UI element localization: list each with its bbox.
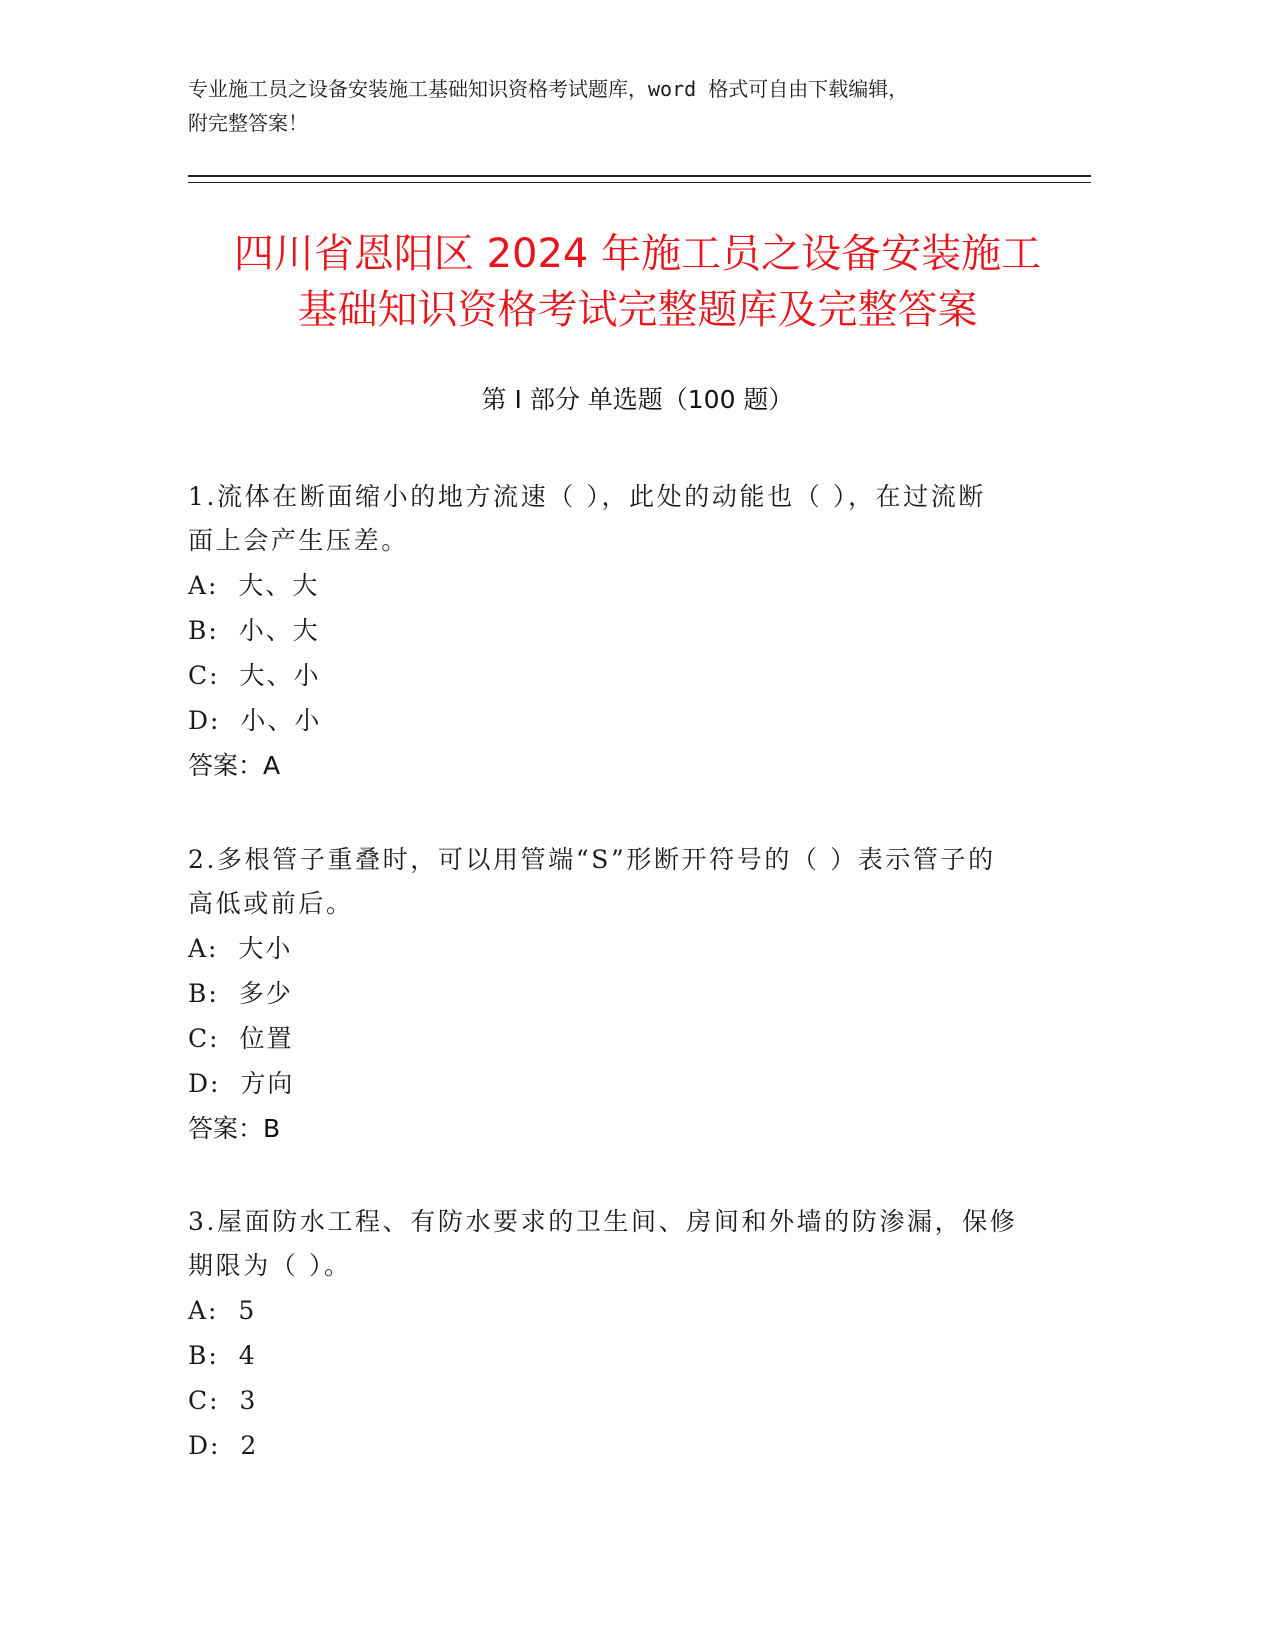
- question-2-answer: 答案：B: [188, 1114, 281, 1143]
- question-2-option-b: B: 多少: [188, 979, 293, 1008]
- question-1-stem-line-1: 1.流体在断面缩小的地方流速（ ），此处的动能也（ ），在过流断: [188, 482, 986, 511]
- question-3-option-c: C: 3: [188, 1386, 258, 1415]
- question-1-stem-line-2: 面上会产生压差。: [188, 526, 409, 555]
- question-3-option-b: B: 4: [188, 1341, 257, 1370]
- question-3-option-a: A: 5: [188, 1296, 257, 1325]
- header-divider-thick: [188, 175, 1091, 177]
- question-1-option-d: D: 小、小: [188, 706, 322, 735]
- question-2: [188, 838, 1068, 1151]
- question-1: [188, 475, 1068, 788]
- question-2-option-a: A: 大小: [188, 934, 293, 963]
- document-title-line-2: 基础知识资格考试完整题库及完整答案: [297, 287, 978, 333]
- header-note-line-2: 附完整答案！: [188, 111, 308, 135]
- question-1-option-b: B: 小、大: [188, 616, 320, 645]
- section-heading: 第 I 部分 单选题（100 题）: [481, 385, 794, 414]
- question-2-stem-line-1: 2.多根管子重叠时，可以用管端“S”形断开符号的（ ）表示管子的: [188, 845, 996, 874]
- question-3: [188, 1200, 1068, 1468]
- document-title-line-1: 四川省恩阳区 2024 年施工员之设备安装施工: [233, 231, 1042, 277]
- header-note: [188, 72, 1088, 140]
- header-divider-thin: [188, 182, 1091, 183]
- question-3-stem-line-1: 3.屋面防水工程、有防水要求的卫生间、房间和外墙的防渗漏，保修: [188, 1207, 1018, 1236]
- question-1-option-a: A: 大、大: [188, 571, 320, 600]
- question-1-answer: 答案：A: [188, 751, 281, 780]
- question-2-stem-line-2: 高低或前后。: [188, 889, 354, 918]
- question-3-stem-line-2: 期限为（ ）。: [188, 1251, 352, 1280]
- question-1-option-c: C: 大、小: [188, 661, 321, 690]
- question-3-option-d: D: 2: [188, 1431, 259, 1460]
- question-2-option-c: C: 位置: [188, 1024, 294, 1053]
- question-2-option-d: D: 方向: [188, 1069, 295, 1098]
- document-title: [150, 226, 1125, 338]
- header-note-line-1: 专业施工员之设备安装施工基础知识资格考试题库，word 格式可自由下载编辑，: [188, 77, 909, 101]
